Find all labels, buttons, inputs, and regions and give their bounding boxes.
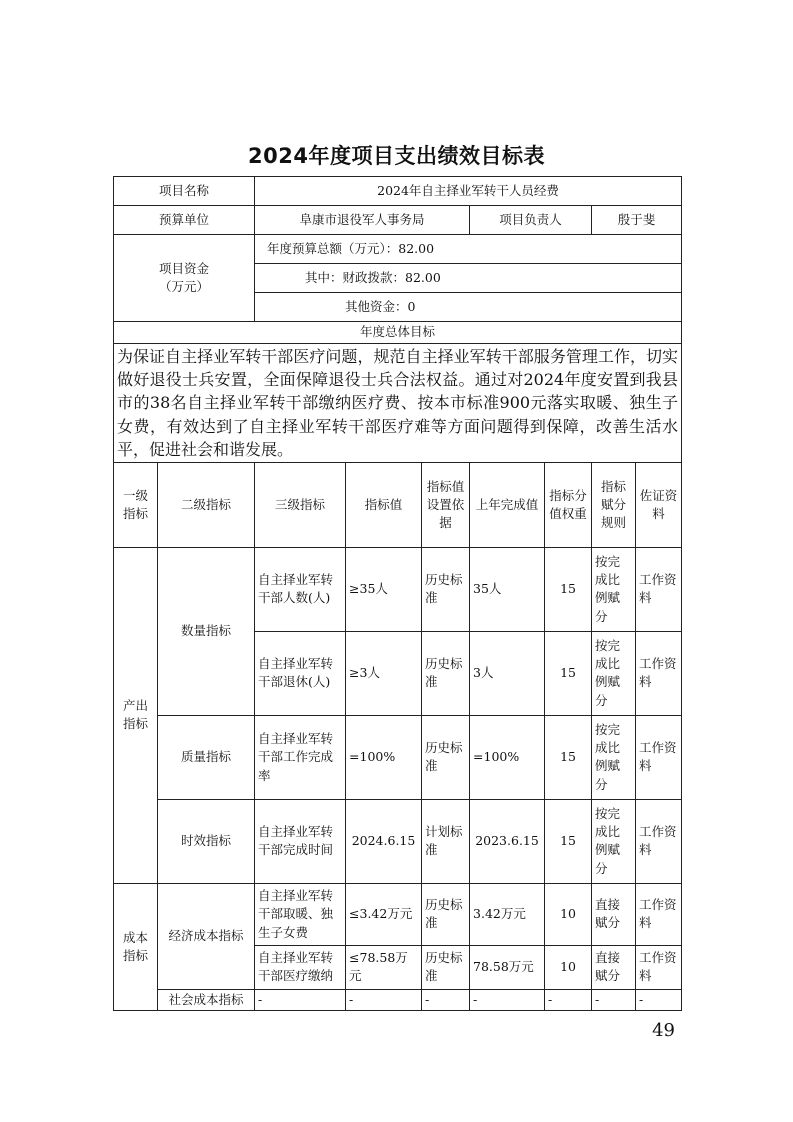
scoring-rule: 直接赋分: [592, 883, 636, 945]
indicator-weight: 10: [545, 883, 592, 945]
indicator-value: ≤3.42万元: [346, 883, 422, 945]
indicator-basis: -: [422, 989, 470, 1010]
evidence-material: -: [636, 989, 682, 1010]
goal-text-row: [114, 344, 682, 463]
table-row: [114, 547, 682, 631]
project-name-row: [114, 177, 682, 206]
scoring-rule: 按完成比例赋分: [592, 799, 636, 883]
responsible-label: 项目负责人: [470, 206, 592, 235]
quantity-indicator-label: 数量指标: [158, 547, 255, 715]
funds-label-line1: 项目资金: [159, 260, 210, 276]
table-row: [114, 799, 682, 883]
indicator-value: ≥3人: [346, 631, 422, 715]
indicator-name: 自主择业军转干部退休(人): [255, 631, 346, 715]
indicator-value: ≤78.58万元: [346, 945, 422, 989]
table-row: [114, 715, 682, 799]
output-indicator-label: 产出指标: [114, 547, 158, 883]
indicator-name: 自主择业军转干部完成时间: [255, 799, 346, 883]
indicator-basis: 历史标准: [422, 883, 470, 945]
indicator-name: -: [255, 989, 346, 1010]
other-funds: 其他资金：0: [255, 293, 682, 322]
project-name-label: 项目名称: [114, 177, 255, 206]
budget-unit-label: 预算单位: [114, 206, 255, 235]
indicator-weight: 15: [545, 715, 592, 799]
indicator-basis: 历史标准: [422, 631, 470, 715]
header-value: 指标值: [346, 462, 422, 547]
indicator-name: 自主择业军转干部医疗缴纳: [255, 945, 346, 989]
performance-goal-table: [113, 176, 682, 1011]
funds-label: [114, 235, 255, 322]
header-weight: 指标分值权重: [545, 462, 592, 547]
header-evidence: 佐证资料: [636, 462, 682, 547]
project-name-value: 2024年自主择业军转干人员经费: [255, 177, 682, 206]
header-level3: 三级指标: [255, 462, 346, 547]
evidence-material: 工作资料: [636, 631, 682, 715]
header-level2: 二级指标: [158, 462, 255, 547]
goal-header-row: [114, 322, 682, 344]
fiscal-allocation: 其中：财政拨款：82.00: [255, 264, 682, 293]
funds-label-line2: （万元）: [159, 279, 210, 294]
indicator-basis: 历史标准: [422, 945, 470, 989]
indicator-basis: 历史标准: [422, 715, 470, 799]
last-year-value: 3人: [470, 631, 545, 715]
table-row: [114, 883, 682, 945]
indicator-value: ≥35人: [346, 547, 422, 631]
evidence-material: 工作资料: [636, 883, 682, 945]
indicator-weight: 15: [545, 631, 592, 715]
last-year-value: 35人: [470, 547, 545, 631]
evidence-material: 工作资料: [636, 945, 682, 989]
scoring-rule: -: [592, 989, 636, 1010]
last-year-value: 3.42万元: [470, 883, 545, 945]
indicator-weight: 15: [545, 799, 592, 883]
indicator-header-row: [114, 462, 682, 547]
indicator-name: 自主择业军转干部人数(人): [255, 547, 346, 631]
indicator-value: =100%: [346, 715, 422, 799]
last-year-value: -: [470, 989, 545, 1010]
indicator-value: -: [346, 989, 422, 1010]
page-title: 2024年度项目支出绩效目标表: [248, 144, 545, 168]
indicator-weight: 10: [545, 945, 592, 989]
cost-indicator-label: 成本指标: [114, 883, 158, 1010]
indicator-weight: 15: [545, 547, 592, 631]
indicator-name: 自主择业军转干部取暖、独生子女费: [255, 883, 346, 945]
last-year-value: 78.58万元: [470, 945, 545, 989]
economic-cost-indicator-label: 经济成本指标: [158, 883, 255, 989]
indicator-name: 自主择业军转干部工作完成率: [255, 715, 346, 799]
funds-row-total: [114, 235, 682, 264]
header-basis: 指标值设置依据: [422, 462, 470, 547]
scoring-rule: 直接赋分: [592, 945, 636, 989]
goal-text: 为保证自主择业军转干部医疗问题，规范自主择业军转干部服务管理工作，切实做好退役士兵安置，全面保障退役士兵合法权益。通过对2024年度安置到我县市的38名自主择业军转干部缴纳医疗费、按本市标准900元落实取暖、独生子女费，有效达到了自主择业军转干部医疗难等方面问题得到保障，改善生活水平，促进社会和谐发展。: [114, 344, 682, 463]
timeliness-indicator-label: 时效指标: [158, 799, 255, 883]
evidence-material: 工作资料: [636, 715, 682, 799]
last-year-value: 2023.6.15: [470, 799, 545, 883]
quality-indicator-label: 质量指标: [158, 715, 255, 799]
annual-budget-total: 年度预算总额（万元）：82.00: [255, 235, 682, 264]
evidence-material: 工作资料: [636, 799, 682, 883]
goal-header: 年度总体目标: [114, 322, 682, 344]
header-last-year: 上年完成值: [470, 462, 545, 547]
last-year-value: =100%: [470, 715, 545, 799]
header-rule: 指标赋分规则: [592, 462, 636, 547]
scoring-rule: 按完成比例赋分: [592, 715, 636, 799]
indicator-weight: -: [545, 989, 592, 1010]
indicator-value: 2024.6.15: [346, 799, 422, 883]
scoring-rule: 按完成比例赋分: [592, 631, 636, 715]
evidence-material: 工作资料: [636, 547, 682, 631]
budget-unit-value: 阜康市退役军人事务局: [255, 206, 470, 235]
table-row: [114, 989, 682, 1010]
indicator-basis: 历史标准: [422, 547, 470, 631]
header-level1: 一级指标: [114, 462, 158, 547]
social-cost-indicator-label: 社会成本指标: [158, 989, 255, 1010]
scoring-rule: 按完成比例赋分: [592, 547, 636, 631]
page-number: 49: [652, 1020, 675, 1041]
budget-unit-row: [114, 206, 682, 235]
responsible-value: 殷于斐: [592, 206, 682, 235]
indicator-basis: 计划标准: [422, 799, 470, 883]
